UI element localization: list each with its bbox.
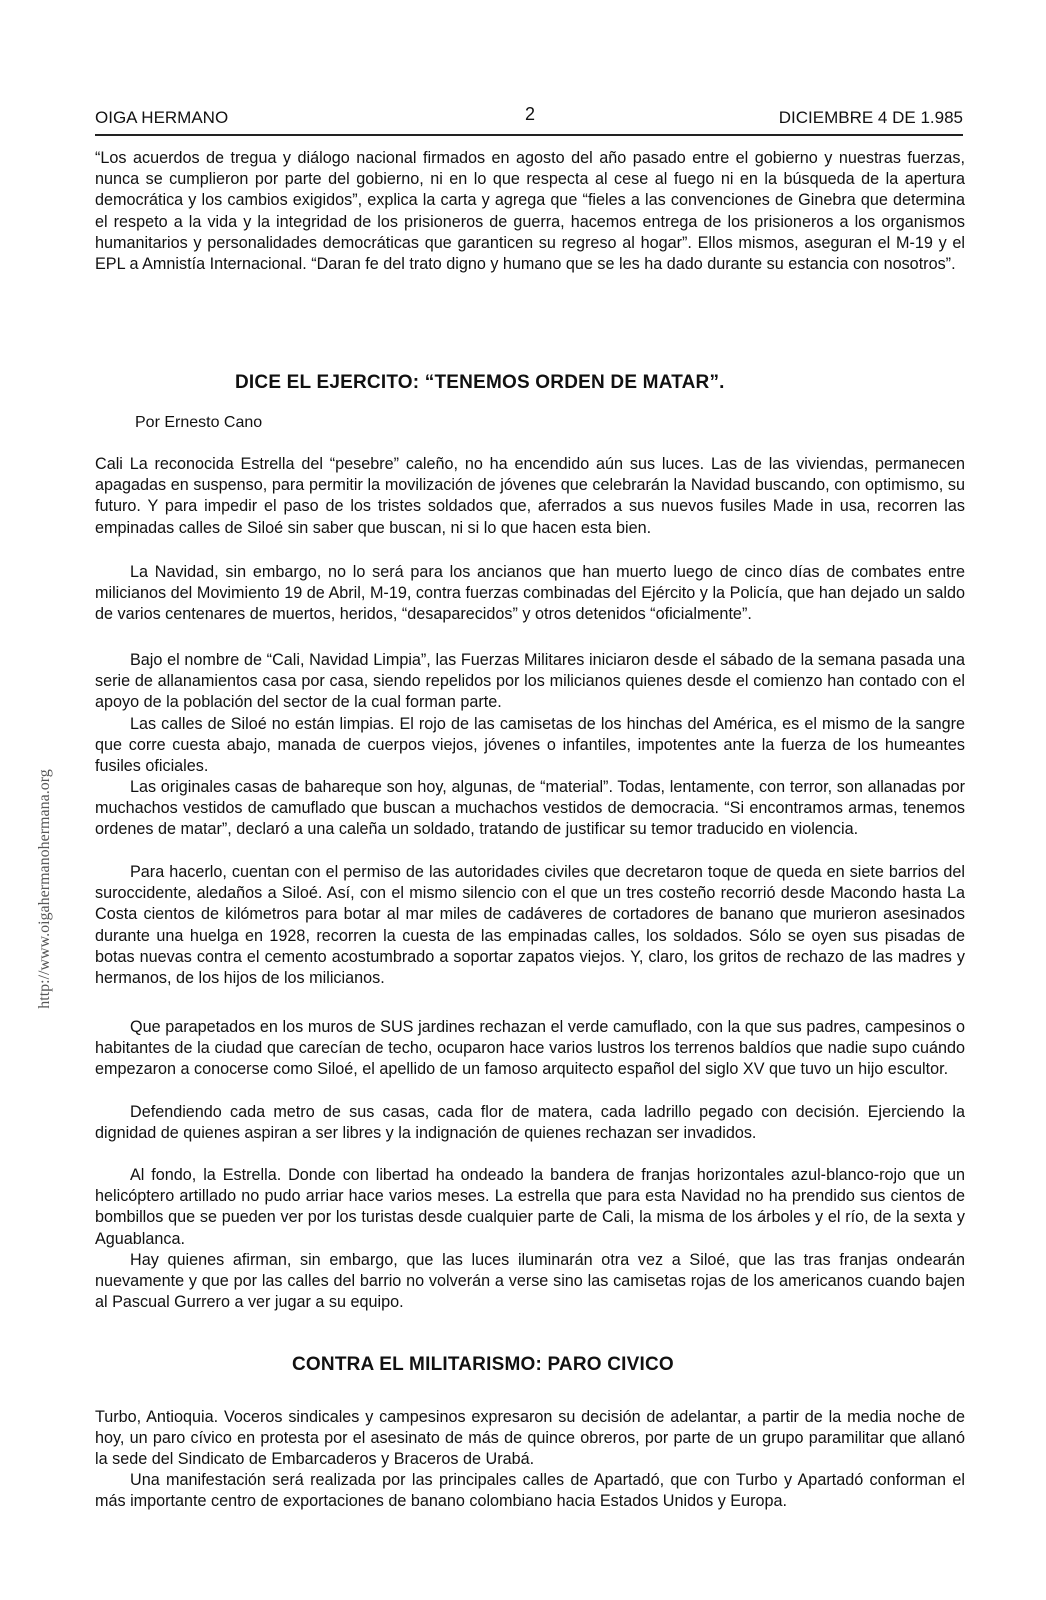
page-number: 2 xyxy=(525,104,536,124)
article1-paragraph-10: Hay quienes afirman, sin embargo, que las luces iluminarán otra vez a Siloé, que las tras franjas ondearán nuevamente y que por las calles del barrio no volverán a verse sino las camisetas rojas de los americanos cuando bajen al Pascual Gurrero a ver jugar a su equipo. xyxy=(95,1251,965,1312)
intro-paragraph: “Los acuerdos de tregua y diálogo nacional firmados en agosto del año pasado entre el gobierno y nuestras fuerzas, nunca se cumplieron por parte del gobierno, ni en lo que respecta al cese al fuego ni en la búsqueda de la apertura democrática y los cambios exigidos”, explica la carta y agrega que “fieles a las convenciones de Ginebra que determina el respeto a la vida y la integridad de los prisioneros de guerra, hacemos entrega de los prisioneros a los organismos humanitarios y personalidades democráticas que garanticen su regreso al hogar”. Ellos mismos, aseguran el M-19 y el EPL a Amnistía Internacional. “Daran fe del trato digno y humano que se les ha dado durante su estancia con nosotros”. xyxy=(95,149,965,274)
article1-paragraph-3: Bajo el nombre de “Cali, Navidad Limpia”, las Fuerzas Militares iniciaron desde el sábado de la semana pasada una serie de allanamientos casa por casa, siendo repelidos por los milicianos quienes desde el comienzo han contado con el apoyo de la población del sector de la cual forman parte. xyxy=(95,651,965,712)
article2-headline: CONTRA EL MILITARISMO: PARO CIVICO xyxy=(292,1354,674,1375)
article1-paragraph-8: Defendiendo cada metro de sus casas, cada flor de matera, cada ladrillo pegado con decisión. Ejerciendo la dignidad de quienes aspiran a ser libres y la indignación de quienes rechazan ser invadidos. xyxy=(95,1103,965,1143)
publication-name: OIGA HERMANO xyxy=(95,108,229,127)
article2-paragraph-1: Turbo, Antioquia. Voceros sindicales y campesinos expresaron su decisión de adelantar, a partir de la media noche de hoy, un paro cívico en protesta por el asesinato de más de quince obreros, por parte de un grupo paramilitar que allanó la sede del Sindicato de Embarcaderos y Braceros de Urabá. xyxy=(95,1408,965,1469)
page-header xyxy=(95,104,963,136)
article1-paragraph-4: Las calles de Siloé no están limpias. El rojo de las camisetas de los hinchas del América, es el mismo de la sangre que corre cuesta abajo, manada de cuerpos viejos, jóvenes o infantiles, impotentes ante la fuerza de los humeantes fusiles oficiales. xyxy=(95,715,965,776)
watermark-url: http://www.oigahermanohermana.org xyxy=(36,769,53,1009)
article1-paragraph-2: La Navidad, sin embargo, no lo será para los ancianos que han muerto luego de cinco días de combates entre milicianos del Movimiento 19 de Abril, M-19, contra fuerzas combinadas del Ejército y la Policía, que han dejado un saldo de varios centenares de muertos, heridos, “desaparecidos” y otros detenidos “oficialmente”. xyxy=(95,563,965,624)
side-watermark xyxy=(35,740,55,1040)
article2-paragraph-2: Una manifestación será realizada por las principales calles de Apartadó, que con Turbo y Apartadó conforman el más importante centro de exportaciones de banano colombiano hacia Estados Unidos y Europa. xyxy=(95,1471,965,1511)
article1-paragraph-6: Para hacerlo, cuentan con el permiso de las autoridades civiles que decretaron toque de queda en siete barrios del suroccidente, aledaños a Siloé. Así, con el mismo silencio con el que un tres costeño recorrió desde Macondo hasta La Costa cientos de kilómetros para botar al mar miles de cadáveres de cortadores de banano que murieron asesinados durante una huelga en 1928, recorren la cuesta de las empinadas calles, los soldados. Sólo se oyen sus pisadas de botas nuevas contra el cemento acostumbrado a soportar zapatos viejos. Y, claro, los gritos de rechazo de las madres y hermanos, de los hijos de los milicianos. xyxy=(95,863,965,988)
article1-paragraph-1: Cali La reconocida Estrella del “pesebre” caleño, no ha encendido aún sus luces. Las de las viviendas, permanecen apagadas en suspenso, para permitir la movilización de jóvenes que celebrarán la Navidad buscando, con optimismo, su futuro. Y para impedir el paso de los tristes soldados que, aferrados a sus nuevos fusiles Made in usa, recorren las empinadas calles de Siloé sin saber que buscan, ni si lo que hacen esta bien. xyxy=(95,455,965,537)
article1-paragraph-9: Al fondo, la Estrella. Donde con libertad ha ondeado la bandera de franjas horizontales azul-blanco-rojo que un helicóptero artillado no pudo arriar hace varios meses. La estrella que para esta Navidad no ha prendido sus cientos de bombillos que se pueden ver por los turistas desde cualquier parte de Cali, la misma de los árboles y el río, de la sexta y Aguablanca. xyxy=(95,1166,965,1248)
article1-headline: DICE EL EJERCITO: “TENEMOS ORDEN DE MATAR”. xyxy=(235,372,725,393)
article1-byline: Por Ernesto Cano xyxy=(135,414,263,431)
article1-paragraph-7: Que parapetados en los muros de SUS jardines rechazan el verde camuflado, con la que sus padres, campesinos o habitantes de la ciudad que carecían de techo, ocuparon hace varios lustros los terrenos baldíos que nadie supo cuándo empezaron a conocerse como Siloé, el apellido de un famoso arquitecto español del siglo XV que tuvo un hijo escultor. xyxy=(95,1018,965,1079)
issue-date: DICIEMBRE 4 DE 1.985 xyxy=(778,108,963,127)
article1-paragraph-5: Las originales casas de bahareque son hoy, algunas, de “material”. Todas, lentamente, con terror, son allanadas por muchachos vestidos de camuflado que buscan a muchachos vestidos de democracia. “Si encontramos armas, tenemos ordenes de matar”, declaró a una caleña un soldado, tratando de justificar su temor traducido en violencia. xyxy=(95,778,965,839)
